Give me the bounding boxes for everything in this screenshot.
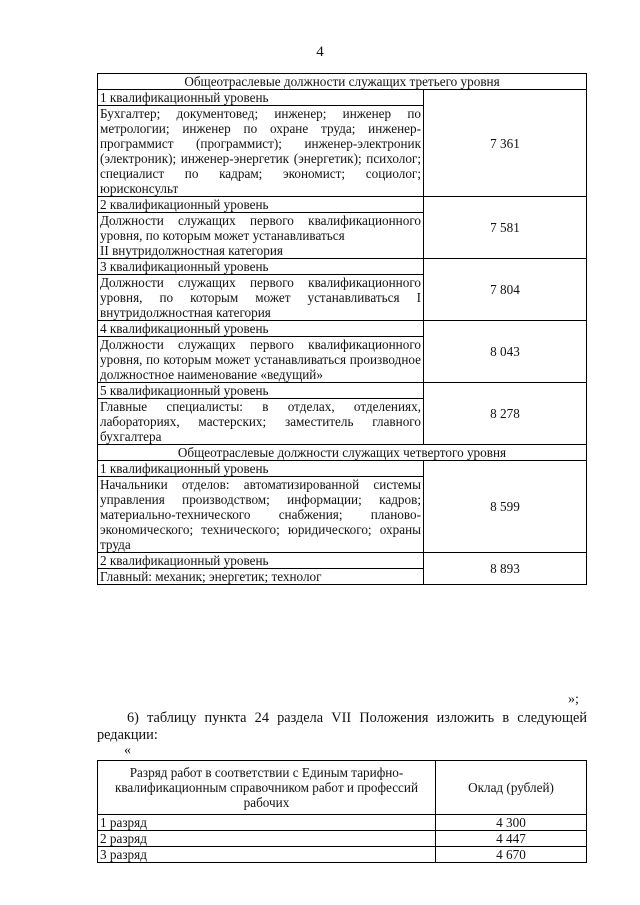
grade-cell: 3 разряд (98, 847, 436, 863)
table-row (98, 815, 587, 831)
salary-value: 7 581 (424, 197, 587, 259)
salary-value: 8 599 (424, 461, 587, 553)
position-description: Главный: механик; энергетик; технолог (98, 569, 424, 585)
group-header-row (98, 74, 587, 90)
salary-value: 7 804 (424, 259, 587, 321)
level-label: 5 квалификационный уровень (98, 383, 424, 399)
level-row (98, 197, 587, 213)
salary-value: 7 361 (424, 90, 587, 197)
salary-value: 8 043 (424, 321, 587, 383)
level-row (98, 383, 587, 399)
position-description-category: II внутридолжностная категория (100, 243, 283, 258)
salary-value: 8 278 (424, 383, 587, 445)
position-description: Бухгалтер; документовед; инженер; инженер по метрологии; инженер по охране труда; инженер-программист (программист); инженер-электроник (электроник); инженер-энергетик (энергетик); психолог; специалист по кадрам; экономист; социолог; юрисконсульт (98, 106, 424, 197)
grade-cell: 1 разряд (98, 815, 436, 831)
group-title-fourth-level: Общеотраслевые должности служащих четвертого уровня (98, 445, 587, 461)
table-row (98, 847, 587, 863)
level-label: 3 квалификационный уровень (98, 259, 424, 275)
group-title-third-level: Общеотраслевые должности служащих третьего уровня (98, 74, 587, 90)
level-label: 2 квалификационный уровень (98, 197, 424, 213)
position-description: Должности служащих первого квалификационного уровня, по которым может устанавливаться производное должностное наименование «ведущий» (98, 337, 424, 383)
level-row (98, 90, 587, 106)
salary-value: 8 893 (424, 553, 587, 585)
level-label: 4 квалификационный уровень (98, 321, 424, 337)
closing-quote: »; (568, 692, 579, 707)
position-description: Начальники отделов: автоматизированной системы управления производством; информации; кадров; материально-технического снабжения; планово-экономического; технического; юридического; охраны труда (98, 477, 424, 553)
salary-cell: 4 670 (436, 847, 587, 863)
level-row (98, 553, 587, 569)
position-description (98, 213, 424, 259)
opening-quote: « (124, 743, 131, 758)
page-number: 4 (316, 44, 324, 60)
group-header-row (98, 445, 587, 461)
grade-cell: 2 разряд (98, 831, 436, 847)
level-row (98, 321, 587, 337)
level-label: 1 квалификационный уровень (98, 461, 424, 477)
level-label: 1 квалификационный уровень (98, 90, 424, 106)
salary-table-employees (97, 73, 587, 585)
salary-table-workers (97, 760, 587, 863)
table-row (98, 831, 587, 847)
position-description: Должности служащих первого квалификационного уровня, по которым может устанавливаться I внутридолжностная категория (98, 275, 424, 321)
level-row (98, 461, 587, 477)
position-description: Главные специалисты: в отделах, отделениях, лабораториях, мастерских; заместитель главного бухгалтера (98, 399, 424, 445)
header-salary: Оклад (рублей) (436, 761, 587, 815)
amendment-paragraph: 6) таблицу пункта 24 раздела VII Положения изложить в следующей редакции: (97, 710, 587, 743)
salary-cell: 4 300 (436, 815, 587, 831)
header-row (98, 761, 587, 815)
level-row (98, 259, 587, 275)
header-grade: Разряд работ в соответствии с Единым тарифно-квалификационным справочником работ и профессий рабочих (98, 761, 436, 815)
position-description-main: Должности служащих первого квалификационного уровня, по которым может устанавливаться (100, 213, 421, 243)
salary-cell: 4 447 (436, 831, 587, 847)
level-label: 2 квалификационный уровень (98, 553, 424, 569)
